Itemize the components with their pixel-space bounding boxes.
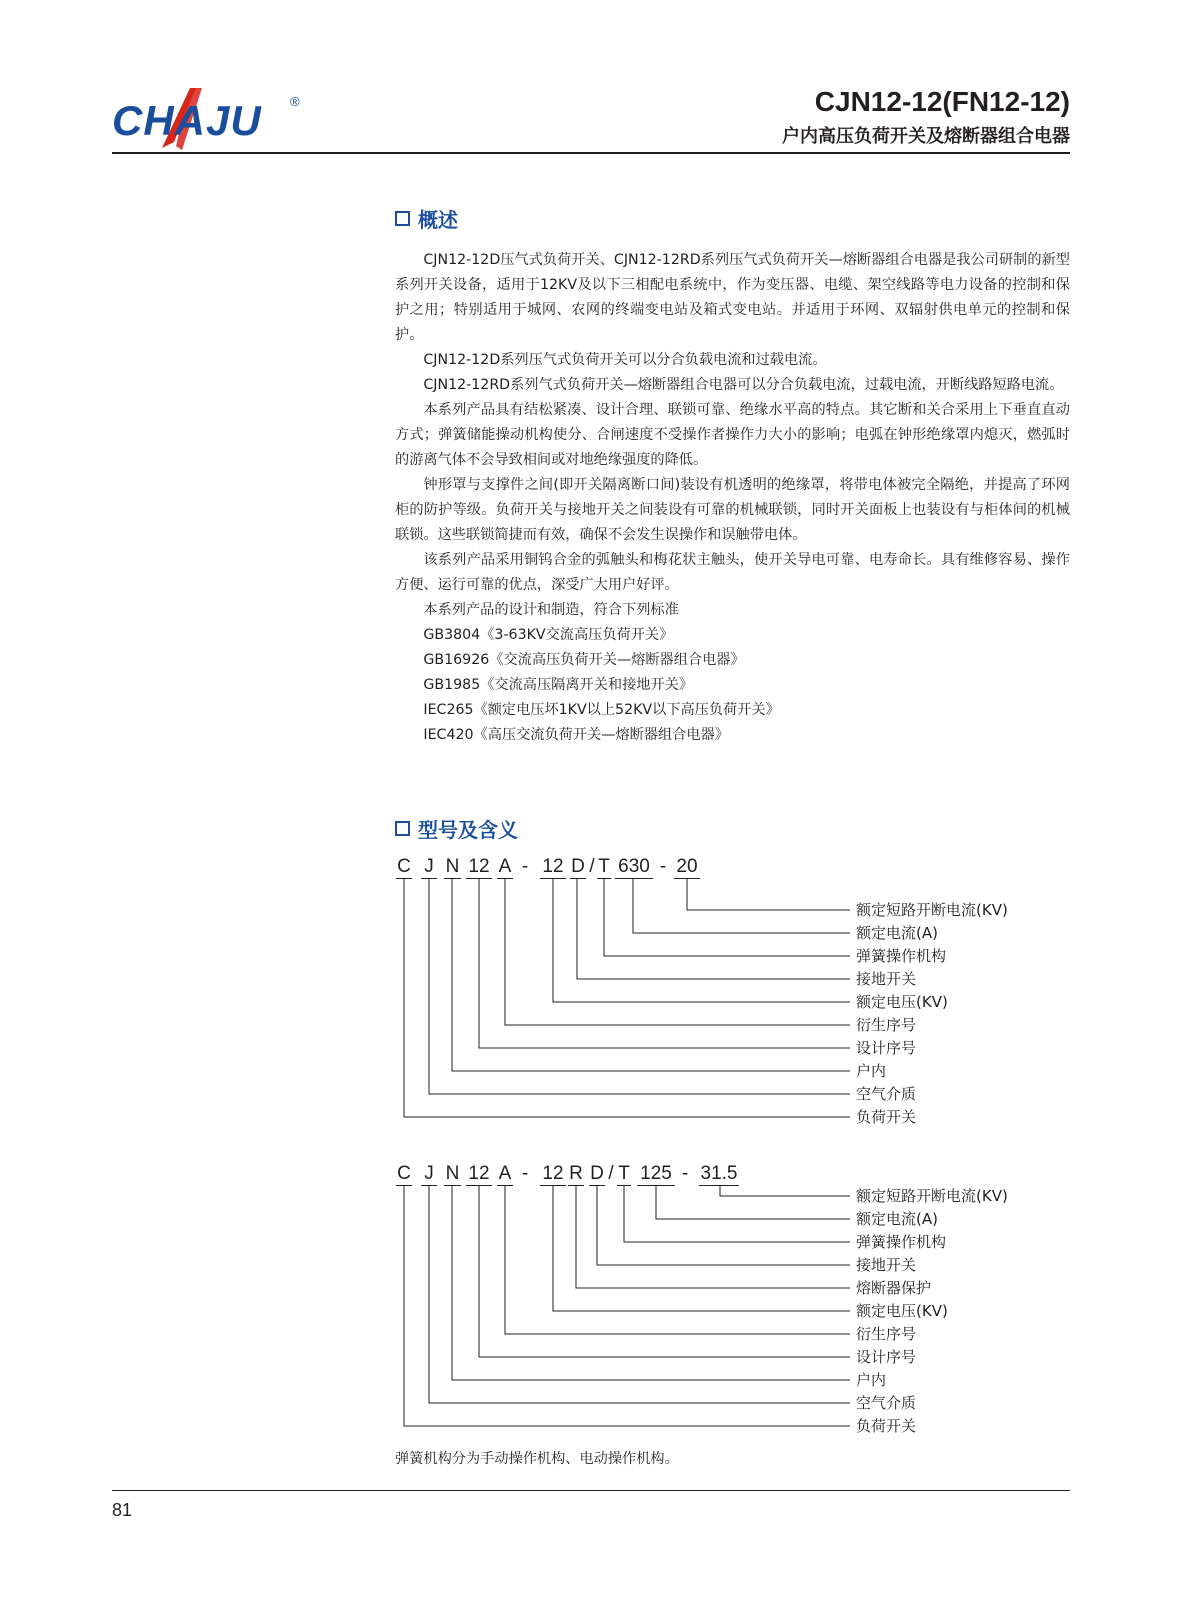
meaning-label: 接地开关: [856, 970, 917, 988]
checkbox-square-icon: [395, 821, 410, 836]
code-separator: -: [521, 856, 529, 877]
meaning-label: 衍生序号: [856, 1325, 917, 1343]
company-logo: [112, 80, 312, 160]
section-heading-model: [395, 814, 518, 843]
standard-item: IEC265《额定电压坏1KV以上52KV以下高压负荷开关》: [423, 702, 780, 718]
code-segment: J: [421, 1163, 437, 1186]
meaning-label: 额定电流(A): [856, 1210, 938, 1228]
model-code-2: [0, 1163, 1190, 1187]
code-separator: -: [521, 1163, 529, 1184]
footer-divider: [112, 1490, 1070, 1491]
overview-paragraph: 该系列产品采用铜钨合金的弧触头和梅花状主触头，使开关导电可靠、电寿命长。具有维修容易、操作方便、运行可靠的优点，深受广大用户好评。: [395, 552, 1070, 593]
page-number: 81: [112, 1500, 133, 1520]
page-title: CJN12-12(FN12-12): [814, 86, 1070, 117]
standard-item: GB3804《3-63KV交流高压负荷开关》: [423, 627, 674, 643]
code-segment: T: [598, 856, 610, 877]
header-divider: [112, 152, 1070, 154]
code-separator: -: [681, 1163, 689, 1184]
meaning-label: 设计序号: [856, 1348, 917, 1366]
meaning-label: 空气介质: [856, 1394, 917, 1412]
meaning-label: 设计序号: [856, 1039, 917, 1057]
section-heading-overview: [395, 204, 458, 233]
meaning-label: 额定短路开断电流(KV): [856, 1187, 1008, 1205]
code-segment: N: [445, 856, 460, 877]
overview-paragraph: CJN12-12D压气式负荷开关、CJN12-12RD系列压气式负荷开关—熔断器组合电器是我公司研制的新型系列开关设备，适用于12KV及以下三相配电系统中，作为变压器、电缆、架空线路等电力设备的控制和保护之用；特别适用于城网、农网的终端变电站及箱式变电站。并适用于环网、双辐射供电单元的控制和保护。: [395, 252, 1070, 343]
code-segment: C: [397, 1163, 411, 1184]
registered-mark: ®: [290, 94, 300, 109]
meaning-label: 户内: [856, 1062, 887, 1080]
model-code-1: [0, 856, 1190, 880]
footnote: 弹簧机构分为手动操作机构、电动操作机构。: [395, 1451, 679, 1467]
meaning-label: 额定电流(A): [856, 924, 938, 942]
meaning-label: 接地开关: [856, 1256, 917, 1274]
code-segment: J: [421, 856, 437, 879]
meaning-label: 额定短路开断电流(KV): [856, 901, 1008, 919]
overview-paragraph: 本系列产品具有结松紧凑、设计合理、联锁可靠、绝缘水平高的特点。其它断和关合采用上下垂直直动方式；弹簧储能操动机构使分、合闸速度不受操作者操作力大小的影响；电弧在钟形绝缘罩内熄灭，燃弧时的游离气体不会导致相间或对地绝缘强度的降低。: [395, 402, 1070, 468]
logo-text: CHAJU: [112, 97, 262, 144]
meaning-label: 弹簧操作机构: [856, 947, 947, 965]
code-segment: 630: [615, 856, 653, 879]
meaning-label: 熔断器保护: [856, 1279, 932, 1297]
code-segment: 31.5: [700, 1163, 738, 1184]
meaning-label: 负荷开关: [856, 1108, 917, 1126]
meaning-label: 额定电压(KV): [856, 993, 948, 1011]
code-segment: D: [590, 1163, 604, 1184]
overview-paragraph: CJN12-12D系列压气式负荷开关可以分合负载电流和过载电流。: [423, 352, 827, 368]
standard-item: IEC420《高压交流负荷开关—熔断器组合电器》: [423, 727, 729, 743]
page-subtitle: 户内高压负荷开关及熔断器组合电器: [782, 126, 1070, 147]
standard-item: GB16926《交流高压负荷开关—熔断器组合电器》: [423, 652, 745, 668]
meaning-label: 负荷开关: [856, 1417, 917, 1435]
checkbox-square-icon: [395, 211, 410, 226]
code-separator: /: [608, 1163, 614, 1184]
meaning-label: 弹簧操作机构: [856, 1233, 947, 1251]
code-separator: /: [589, 856, 595, 877]
code-segment: R: [569, 1163, 583, 1184]
overview-heading-text: 概述: [418, 208, 458, 232]
code-segment: 12: [540, 1163, 566, 1186]
standard-item: GB1985《交流高压隔离开关和接地开关》: [423, 677, 694, 693]
code-segment: A: [498, 856, 512, 877]
code-separator: -: [659, 856, 667, 877]
overview-paragraph: 钟形罩与支撑件之间(即开关隔离断口间)装设有机透明的绝缘罩，将带电体被完全隔绝，并提高了环网柜的防护等级。负荷开关与接地开关之间装设有可靠的机械联锁，同时开关面板上也装设有与柜体间的机械联锁。这些联锁简捷而有效，确保不会发生误操作和误触带电体。: [395, 477, 1070, 543]
code-segment: 125: [637, 1163, 675, 1186]
overview-paragraph: CJN12-12RD系列气式负荷开关—熔断器组合电器可以分合负载电流，过载电流，开断线路短路电流。: [423, 377, 1064, 393]
model-heading-text: 型号及含义: [418, 818, 518, 842]
meaning-label: 衍生序号: [856, 1016, 917, 1034]
code-segment: T: [618, 1163, 630, 1184]
overview-paragraph: 本系列产品的设计和制造，符合下列标准: [423, 602, 679, 618]
meaning-label: 空气介质: [856, 1085, 917, 1103]
code-segment: 12: [540, 856, 566, 879]
overview-body: [395, 248, 1070, 748]
code-segment: 20: [674, 856, 700, 879]
code-segment: D: [571, 856, 585, 877]
code-segment: 12: [466, 856, 492, 879]
meaning-label: 额定电压(KV): [856, 1302, 948, 1320]
code-segment: N: [445, 1163, 460, 1184]
code-segment: C: [397, 856, 411, 877]
code-segment: 12: [466, 1163, 492, 1186]
code-segment: A: [498, 1163, 512, 1184]
meaning-label: 户内: [856, 1371, 887, 1389]
